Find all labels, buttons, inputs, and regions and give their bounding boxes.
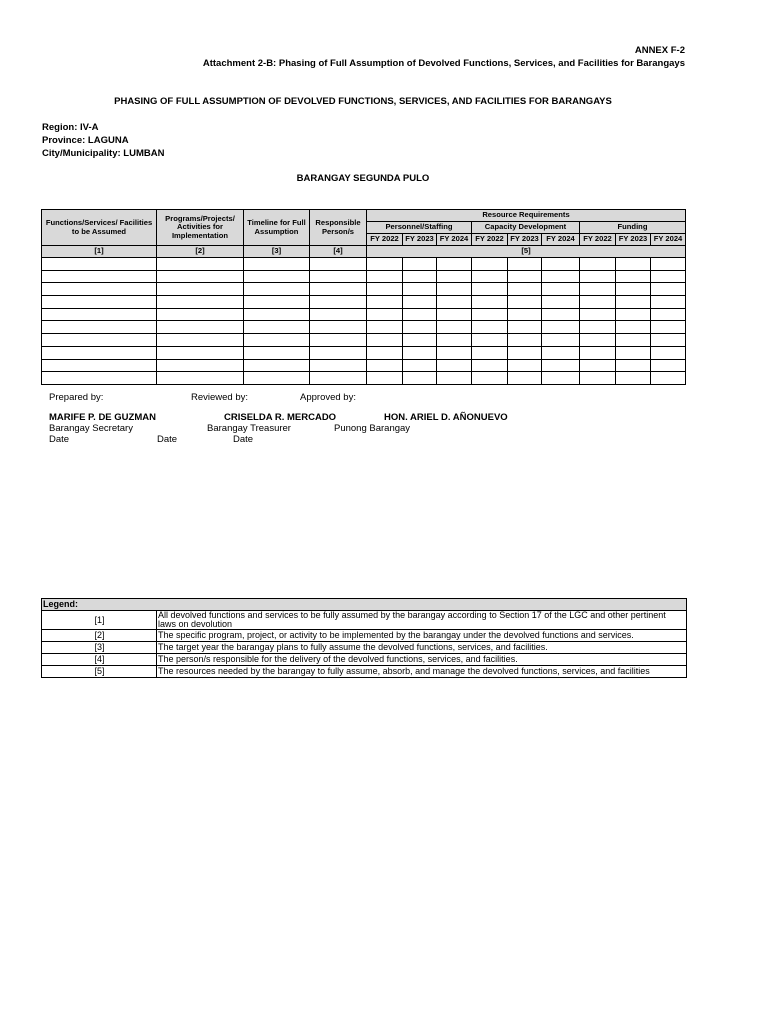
- table-cell: [472, 372, 508, 385]
- city-label: City/Municipality: LUMBAN: [42, 148, 165, 159]
- table-cell: [472, 270, 508, 283]
- table-cell: [542, 258, 580, 271]
- table-row: [42, 346, 686, 359]
- prepared-by-label: Prepared by:: [49, 392, 104, 403]
- table-cell: [367, 346, 403, 359]
- table-cell: [542, 296, 580, 309]
- table-cell: [508, 321, 542, 334]
- table-cell: [310, 283, 367, 296]
- table-cell: [42, 296, 157, 309]
- table-cell: [403, 359, 437, 372]
- header-timeline: Timeline for Full Assumption: [244, 210, 310, 246]
- table-cell: [472, 359, 508, 372]
- table-cell: [616, 258, 651, 271]
- legend-table: [41, 598, 687, 678]
- table-cell: [580, 283, 616, 296]
- legend-text: The resources needed by the barangay to fully assume, absorb, and manage the devolved functions, services, and facilities: [157, 666, 687, 678]
- phasing-table: [41, 209, 686, 385]
- table-cell: [580, 296, 616, 309]
- region-label: Region: IV-A: [42, 122, 99, 133]
- table-cell: [367, 308, 403, 321]
- table-cell: [616, 283, 651, 296]
- table-cell: [244, 359, 310, 372]
- table-cell: [437, 270, 472, 283]
- table-cell: [508, 372, 542, 385]
- table-cell: [580, 321, 616, 334]
- table-cell: [367, 359, 403, 372]
- table-cell: [157, 372, 244, 385]
- table-cell: [651, 270, 686, 283]
- table-cell: [310, 296, 367, 309]
- legend-num: [2]: [42, 630, 157, 642]
- table-cell: [244, 283, 310, 296]
- table-cell: [616, 321, 651, 334]
- table-cell: [616, 308, 651, 321]
- table-cell: [42, 346, 157, 359]
- table-cell: [157, 308, 244, 321]
- table-cell: [616, 372, 651, 385]
- table-row: [42, 334, 686, 347]
- table-cell: [542, 270, 580, 283]
- table-cell: [42, 372, 157, 385]
- table-cell: [580, 308, 616, 321]
- table-row: [42, 308, 686, 321]
- table-cell: [472, 283, 508, 296]
- treasurer-title: Barangay Treasurer: [207, 423, 291, 434]
- table-cell: [651, 296, 686, 309]
- fy-header: FY 2022: [580, 234, 616, 246]
- table-cell: [472, 258, 508, 271]
- table-cell: [437, 258, 472, 271]
- secretary-name: MARIFE P. DE GUZMAN: [49, 412, 156, 423]
- table-cell: [616, 346, 651, 359]
- attachment-title: Attachment 2-B: Phasing of Full Assumption of Devolved Functions, Services, and Facilities for Barangays: [202, 58, 685, 69]
- reviewed-by-label: Reviewed by:: [191, 392, 249, 403]
- table-cell: [244, 270, 310, 283]
- legend-text: The specific program, project, or activity to be implemented by the barangay under the devolved functions and services.: [157, 630, 687, 642]
- table-cell: [42, 308, 157, 321]
- table-cell: [472, 346, 508, 359]
- header-programs: Programs/Projects/ Activities for Implementation: [157, 210, 244, 246]
- table-cell: [403, 296, 437, 309]
- table-row: [42, 270, 686, 283]
- table-cell: [651, 258, 686, 271]
- table-cell: [157, 334, 244, 347]
- table-cell: [157, 359, 244, 372]
- header-capacity: Capacity Development: [472, 222, 580, 234]
- legend-text: The person/s responsible for the delivery of the devolved functions, services, and facilities.: [157, 654, 687, 666]
- legend-num: [5]: [42, 666, 157, 678]
- table-cell: [437, 334, 472, 347]
- legend-title: Legend:: [42, 599, 687, 611]
- date-label: Date: [49, 434, 70, 445]
- header-funding: Funding: [580, 222, 686, 234]
- table-cell: [542, 359, 580, 372]
- table-cell: [580, 346, 616, 359]
- table-cell: [403, 308, 437, 321]
- fy-header: FY 2022: [367, 234, 403, 246]
- table-cell: [542, 372, 580, 385]
- table-cell: [310, 372, 367, 385]
- table-cell: [310, 258, 367, 271]
- table-cell: [508, 346, 542, 359]
- fy-header: FY 2024: [542, 234, 580, 246]
- table-cell: [580, 372, 616, 385]
- table-cell: [403, 258, 437, 271]
- table-cell: [508, 283, 542, 296]
- table-row: [42, 372, 686, 385]
- table-cell: [651, 334, 686, 347]
- table-cell: [403, 346, 437, 359]
- table-cell: [244, 334, 310, 347]
- table-cell: [472, 334, 508, 347]
- table-cell: [367, 321, 403, 334]
- table-cell: [542, 321, 580, 334]
- secretary-title: Barangay Secretary: [49, 423, 133, 434]
- table-cell: [616, 359, 651, 372]
- table-cell: [651, 321, 686, 334]
- table-cell: [651, 283, 686, 296]
- table-cell: [310, 270, 367, 283]
- table-cell: [403, 283, 437, 296]
- legend-num: [3]: [42, 642, 157, 654]
- table-cell: [367, 296, 403, 309]
- col-number: [5]: [367, 246, 686, 258]
- table-cell: [310, 334, 367, 347]
- table-cell: [157, 270, 244, 283]
- table-cell: [508, 334, 542, 347]
- header-functions: Functions/Services/ Facilities to be Assumed: [42, 210, 157, 246]
- date-label: Date: [157, 434, 178, 445]
- table-cell: [42, 334, 157, 347]
- table-cell: [244, 346, 310, 359]
- table-cell: [580, 359, 616, 372]
- fy-header: FY 2024: [651, 234, 686, 246]
- table-row: [42, 283, 686, 296]
- table-body: [42, 258, 686, 385]
- table-row: [42, 258, 686, 271]
- fy-header: FY 2022: [472, 234, 508, 246]
- table-cell: [616, 296, 651, 309]
- table-cell: [310, 359, 367, 372]
- table-cell: [310, 308, 367, 321]
- approved-by-label: Approved by:: [300, 392, 356, 403]
- table-cell: [403, 270, 437, 283]
- table-row: [42, 296, 686, 309]
- table-cell: [244, 258, 310, 271]
- table-cell: [542, 308, 580, 321]
- table-cell: [616, 270, 651, 283]
- table-cell: [542, 283, 580, 296]
- legend-text: The target year the barangay plans to fully assume the devolved functions, services, and facilities.: [157, 642, 687, 654]
- table-cell: [157, 346, 244, 359]
- table-cell: [310, 321, 367, 334]
- fy-header: FY 2023: [616, 234, 651, 246]
- col-number: [3]: [244, 246, 310, 258]
- table-cell: [651, 308, 686, 321]
- table-cell: [437, 372, 472, 385]
- table-cell: [403, 321, 437, 334]
- table-cell: [542, 346, 580, 359]
- table-cell: [367, 334, 403, 347]
- province-label: Province: LAGUNA: [42, 135, 129, 146]
- table-cell: [437, 321, 472, 334]
- col-number: [4]: [310, 246, 367, 258]
- table-cell: [542, 334, 580, 347]
- col-number: [2]: [157, 246, 244, 258]
- table-cell: [42, 321, 157, 334]
- table-cell: [472, 296, 508, 309]
- table-cell: [472, 321, 508, 334]
- header-resource-requirements: Resource Requirements: [367, 210, 686, 222]
- table-cell: [580, 258, 616, 271]
- table-cell: [651, 359, 686, 372]
- table-cell: [580, 270, 616, 283]
- table-cell: [244, 308, 310, 321]
- legend-text: All devolved functions and services to be fully assumed by the barangay according to Section 17 of the LGC and other pertinent laws on devolution: [157, 611, 687, 630]
- table-cell: [42, 270, 157, 283]
- table-cell: [157, 321, 244, 334]
- table-cell: [310, 346, 367, 359]
- col-number: [1]: [42, 246, 157, 258]
- table-cell: [437, 359, 472, 372]
- table-row: [42, 321, 686, 334]
- table-cell: [157, 258, 244, 271]
- fy-header: FY 2023: [508, 234, 542, 246]
- barangay-title: BARANGAY SEGUNDA PULO: [296, 173, 430, 184]
- table-cell: [367, 372, 403, 385]
- table-cell: [508, 359, 542, 372]
- fy-header: FY 2023: [403, 234, 437, 246]
- annex-label: ANNEX F-2: [634, 45, 685, 56]
- table-cell: [651, 346, 686, 359]
- table-cell: [244, 372, 310, 385]
- table-row: [42, 359, 686, 372]
- table-cell: [616, 334, 651, 347]
- table-cell: [508, 296, 542, 309]
- fy-header: FY 2024: [437, 234, 472, 246]
- table-cell: [403, 334, 437, 347]
- table-cell: [244, 296, 310, 309]
- table-cell: [42, 359, 157, 372]
- legend-num: [1]: [42, 611, 157, 630]
- table-cell: [42, 258, 157, 271]
- table-cell: [508, 258, 542, 271]
- table-cell: [157, 296, 244, 309]
- table-cell: [403, 372, 437, 385]
- table-cell: [437, 346, 472, 359]
- header-personnel: Personnel/Staffing: [367, 222, 472, 234]
- table-cell: [580, 334, 616, 347]
- captain-title: Punong Barangay: [334, 423, 411, 434]
- table-cell: [437, 296, 472, 309]
- table-cell: [437, 308, 472, 321]
- document-title: PHASING OF FULL ASSUMPTION OF DEVOLVED FUNCTIONS, SERVICES, AND FACILITIES FOR BARANGAYS: [114, 96, 612, 107]
- table-cell: [157, 283, 244, 296]
- table-cell: [508, 308, 542, 321]
- header-responsible: Responsible Person/s: [310, 210, 367, 246]
- table-cell: [367, 258, 403, 271]
- date-label: Date: [233, 434, 254, 445]
- table-cell: [367, 270, 403, 283]
- treasurer-name: CRISELDA R. MERCADO: [224, 412, 337, 423]
- legend-num: [4]: [42, 654, 157, 666]
- table-cell: [651, 372, 686, 385]
- table-cell: [472, 308, 508, 321]
- table-cell: [437, 283, 472, 296]
- table-cell: [42, 283, 157, 296]
- captain-name: HON. ARIEL D. AÑONUEVO: [384, 412, 508, 423]
- table-cell: [367, 283, 403, 296]
- table-cell: [508, 270, 542, 283]
- table-cell: [244, 321, 310, 334]
